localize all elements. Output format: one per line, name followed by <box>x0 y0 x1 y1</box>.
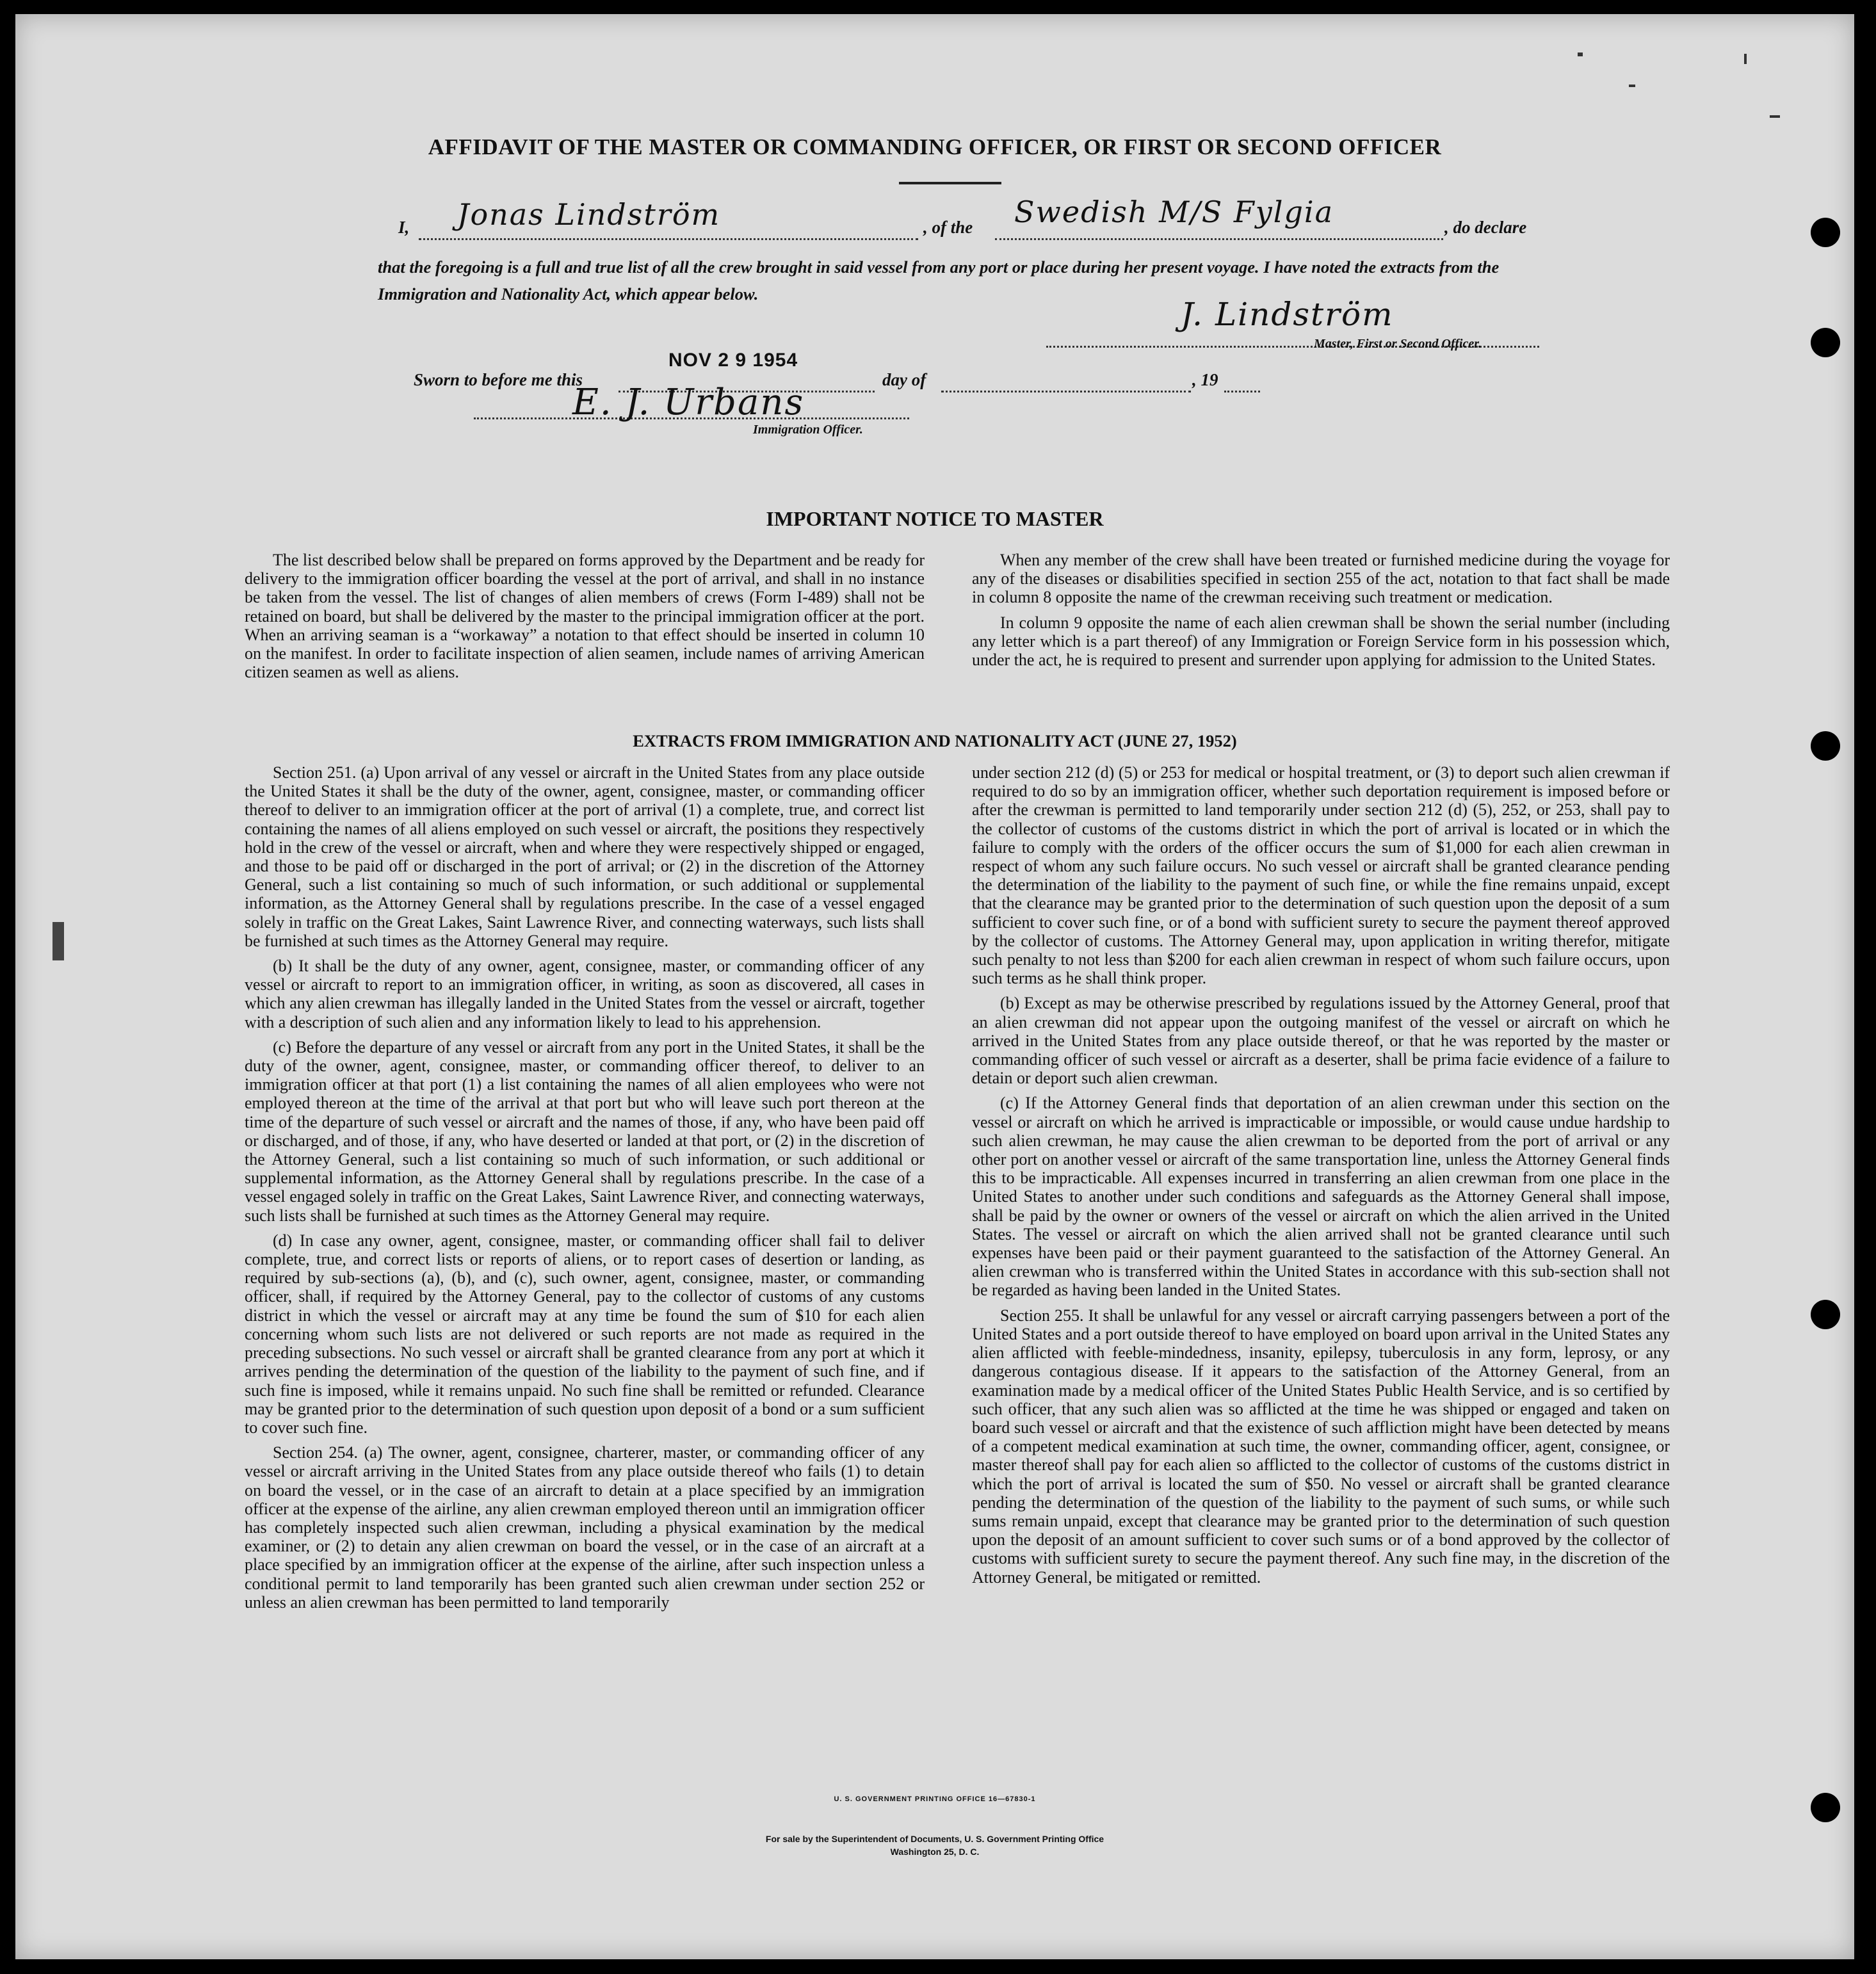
notice-paragraph: In column 9 opposite the name of each alien crewman shall be shown the serial number (including any letter which is a part thereof) of any Immigration or Foreign Service form in his possession which, under the act, he is required to present and surrender upon applying for admission to the United States. <box>972 613 1670 670</box>
section-paragraph: under section 212 (d) (5) or 253 for medical or hospital treatment, or (3) to deport such alien crewman if required to do so by an immigration officer, whether such deportation requirement is imposed before or after the crewman is permitted to land temporarily under section 212 (d) (5), 252, or 253, shall pay to the collector of customs of the customs district in which the port of arrival is located or in which the failure to comply with the orders of the officer occurs the sum of $1,000 for each alien crewman in respect of whom any such failure occurs. No such vessel or aircraft shall be granted clearance pending the determination of the liability to the payment of such fine, or while the fine remains unpaid, except that the clearance may be granted prior to the determination of such question upon the deposit of a sum sufficient to cover such fine, or of a bond with sufficient surety to secure the payment thereof approved by the collector of customs. The Attorney General may, upon application in writing therefor, mitigate such penalty to not less than $200 for each alien crewman in respect of whom such failure occurs, upon such terms as he shall think proper. <box>972 763 1670 988</box>
extracts-left-column <box>245 763 925 1618</box>
notice-paragraph: When any member of the crew shall have been treated or furnished medicine during the voyage for any of the diseases or disabilities specified in section 255 of the act, notation to that fact shall be made in column 8 opposite the name of the crewman receiving such treatment or medication. <box>972 551 1670 607</box>
document-page <box>15 14 1854 1959</box>
title-rule <box>899 182 1001 184</box>
ink-smudge <box>53 922 64 960</box>
of-the-label: , of the <box>923 218 973 237</box>
i-label: I, <box>398 218 410 237</box>
date-stamp: NOV 2 9 1954 <box>668 350 798 371</box>
section-paragraph: (c) Before the departure of any vessel or aircraft from any port in the United States, it shall be the duty of the owner, agent, consignee, master, or commanding officer thereof, to deliver to an immigration officer at that port (1) a list containing the names of all alien employees who were not employed thereon at the time of the arrival at that port but who will leave such port thereon at the time of the departure of such vessel or aircraft and the names of those, if any, who have been paid off or discharged, and of those, if any, who have deserted or landed at that port, or (2) in the discretion of the Attorney General, such a list containing so much of such information, or such additional or supplemental information, as the Attorney General shall by regulations prescribe. In the case of a vessel engaged solely in traffic on the Great Lakes, Saint Lawrence River, and connecting waterways, such lists shall be furnished at such times as the Attorney General may require. <box>245 1037 925 1225</box>
vessel-name-handwriting: Swedish M/S Fylgia <box>1014 195 1334 229</box>
binder-hole <box>1811 328 1840 357</box>
do-declare-label: , do declare <box>1444 218 1527 237</box>
sale-line-2: Washington 25, D. C. <box>890 1847 980 1857</box>
affidavit-title: AFFIDAVIT OF THE MASTER OR COMMANDING OFFICER, OR FIRST OR SECOND OFFICER <box>428 134 1442 159</box>
ink-speck <box>1744 54 1747 64</box>
sworn-prefix: Sworn to before me this <box>414 370 583 389</box>
year-prefix-label: , 19 <box>1192 370 1218 389</box>
binder-hole <box>1811 1300 1840 1329</box>
day-of-label: day of <box>882 370 926 389</box>
section-paragraph: (c) If the Attorney General finds that deportation of an alien crewman under this section on the vessel or aircraft on which he arrived is impracticable or impossible, or would cause undue hardship to such alien crewman, he may cause the alien crewman to be deported from the port of arrival or any other port on another vessel or aircraft of the same transportation line, unless the Attorney General finds this to be impracticable. All expenses incurred in transferring an alien crewman from one place in the United States to another under such conditions and safeguards as the Attorney General shall impose, shall be paid by the owner or owners of the vessel or aircraft on which the alien arrived in the United States. The vessel or aircraft on which the alien arrived shall not be granted clearance until such expenses have been paid or their payment guaranteed to the satisfaction of the Attorney General. An alien crewman who is transferred within the United States in accordance with this sub-section shall not be regarded as having been landed in the United States. <box>972 1094 1670 1300</box>
sworn-month-field <box>941 365 1191 392</box>
section-paragraph: Section 255. It shall be unlawful for any vessel or aircraft carrying passengers between a port of the United States and a port outside thereof to have employed on board upon arrival in the United States any alien afflicted with feeble-mindedness, insanity, epilepsy, tuberculosis in any form, leprosy, or any dangerous contagious disease. If it appears to the satisfaction of the Attorney General, from an examination made by a medical officer of the United States Public Health Service, and is so certified by such officer, that any such alien was so afflicted at the time he was shipped or engaged and taken on board such vessel or aircraft and that the existence of such affliction might have been detected by means of a competent medical examination at such time, the owner, commanding officer, agent, consignee, or master thereof shall pay for each alien so afflicted to the collector of customs of the customs district in which the port of arrival is located the sum of $50. No vessel or aircraft shall be granted clearance pending the determination of the question of the liability to the payment of such sums, or while such sums remain unpaid, except that clearance may be granted prior to the determination of such question upon the deposit of an amount sufficient to cover such sums or of a bond approved by the collector of customs with sufficient surety to secure the payment thereof. Any such fine may, in the discretion of the Attorney General, be mitigated or remitted. <box>972 1306 1670 1587</box>
notice-left-column <box>245 551 925 688</box>
affidavit-statement: that the foregoing is a full and true list of all the crew brought in said vessel from any port or place during her present voyage. I have noted the extracts from the Immigration and Nationality Act, which appear below. <box>378 257 1500 303</box>
section-paragraph: (d) In case any owner, agent, consignee, master, or commanding officer shall fail to deliver complete, true, and correct lists or reports of aliens, or to report cases of desertion or landing, as required by sub-sections (a), (b), and (c), such owner, agent, consignee, master, or commanding officer, shall, if required by the Attorney General, pay to the collector of customs of any customs district in which the vessel or aircraft may at any time be found the sum of $10 for each alien concerning whom such lists are not delivered or such reports are not made as required in the preceding subsections. No such vessel or aircraft shall be granted clearance from any port at which it arrives pending the determination of the question of the liability to the payment of such fine, and if such fine is imposed, while it remains unpaid. No such fine shall be remitted or refunded. Clearance may be granted prior to the determination of such question upon deposit of a bond or a sum sufficient to cover such fine. <box>245 1231 925 1437</box>
master-signature: J. Lindström <box>1181 296 1394 333</box>
ink-speck <box>1578 53 1583 56</box>
notice-paragraph: The list described below shall be prepared on forms approved by the Department and be ready for delivery to the immigration officer boarding the vessel at the port of arrival, and shall in no instance be taken from the vessel. The list of changes of alien members of crews (Form I-489) shall not be retained on board, but shall be delivered by the master to the principal immigration officer at the port. When an arriving seaman is a “workaway” a notation to that effect should be inserted in column 10 on the manifest. In order to facilitate inspection of alien seamen, include names of arriving American citizen seamen as well as aliens. <box>245 551 925 682</box>
section-paragraph: (b) Except as may be otherwise prescribed by regulations issued by the Attorney General, proof that an alien crewman did not appear upon the outgoing manifest of the vessel or aircraft on which he arrived in the United States from any place outside thereof, or that he was reported by the master or commanding officer of such vessel or aircraft as a deserter, shall be prima facie evidence of a failure to detain or deport such alien crewman. <box>972 994 1670 1088</box>
sale-notice <box>15 1832 1854 1858</box>
printing-office-line: U. S. GOVERNMENT PRINTING OFFICE 16—67830-1 <box>834 1795 1036 1803</box>
sale-line-1: For sale by the Superintendent of Documents, U. S. Government Printing Office <box>765 1834 1104 1844</box>
extracts-title: EXTRACTS FROM IMMIGRATION AND NATIONALITY ACT (JUNE 27, 1952) <box>633 731 1237 750</box>
immigration-officer-label: Immigration Officer. <box>753 423 863 437</box>
binder-hole <box>1811 218 1840 247</box>
section-paragraph: (b) It shall be the duty of any owner, agent, consignee, master, or commanding officer of any vessel or aircraft to report to an immigration officer, in writing, as soon as discovered, all cases in which any alien crewman has illegally landed in the United States from the vessel or aircraft, together with a description of such alien and any information likely to lead to his apprehension. <box>245 957 925 1031</box>
immigration-officer-signature: E. J. Urbans <box>572 382 805 423</box>
section-paragraph: Section 254. (a) The owner, agent, consignee, charterer, master, or commanding officer of any vessel or aircraft arriving in the United States from any place outside thereof who fails (1) to detain on board the vessel, or in the case of an aircraft to detain at a place specified by an immigration officer at the expense of the airline, any alien crewman employed thereon until an immigration officer has completely inspected such alien crewman, including a physical examination by the medical examiner, or (2) to detain any alien crewman on board the vessel, or in the case of an aircraft at a place specified by an immigration officer at the expense of the airline, after such inspection unless a conditional permit to land temporarily has been granted such alien crewman under section 252 or unless an alien crewman has been permitted to land temporarily <box>245 1443 925 1612</box>
sworn-year-field <box>1224 365 1260 392</box>
notice-title: IMPORTANT NOTICE TO MASTER <box>766 507 1104 530</box>
ink-speck <box>1629 85 1635 87</box>
master-officer-label: Master, First or Second Officer. <box>1314 337 1482 351</box>
ink-speck <box>1770 115 1780 118</box>
section-paragraph: Section 251. (a) Upon arrival of any vessel or aircraft in the United States from any place outside the United States it shall be the duty of the owner, agent, consignee, master, or commanding officer thereof to deliver to an immigration officer at the port of arrival (1) a complete, true, and correct list containing the names of all aliens employed on such vessel or aircraft, the positions they respectively hold in the crew of the vessel or aircraft, when and where they were respectively shipped or engaged, and those to be paid off or discharged in the port of arrival; or (2) in the discretion of the Attorney General, such a list containing so much of such information, or such additional or supplemental information, as the Attorney General shall by regulations prescribe. In the case of a vessel engaged solely in traffic on the Great Lakes, Saint Lawrence River, and connecting waterways, such lists shall be furnished at such times as the Attorney General may require. <box>245 763 925 950</box>
master-name-handwriting: Jonas Lindström <box>457 197 721 232</box>
notice-right-column <box>972 551 1670 676</box>
extracts-right-column <box>972 763 1670 1593</box>
